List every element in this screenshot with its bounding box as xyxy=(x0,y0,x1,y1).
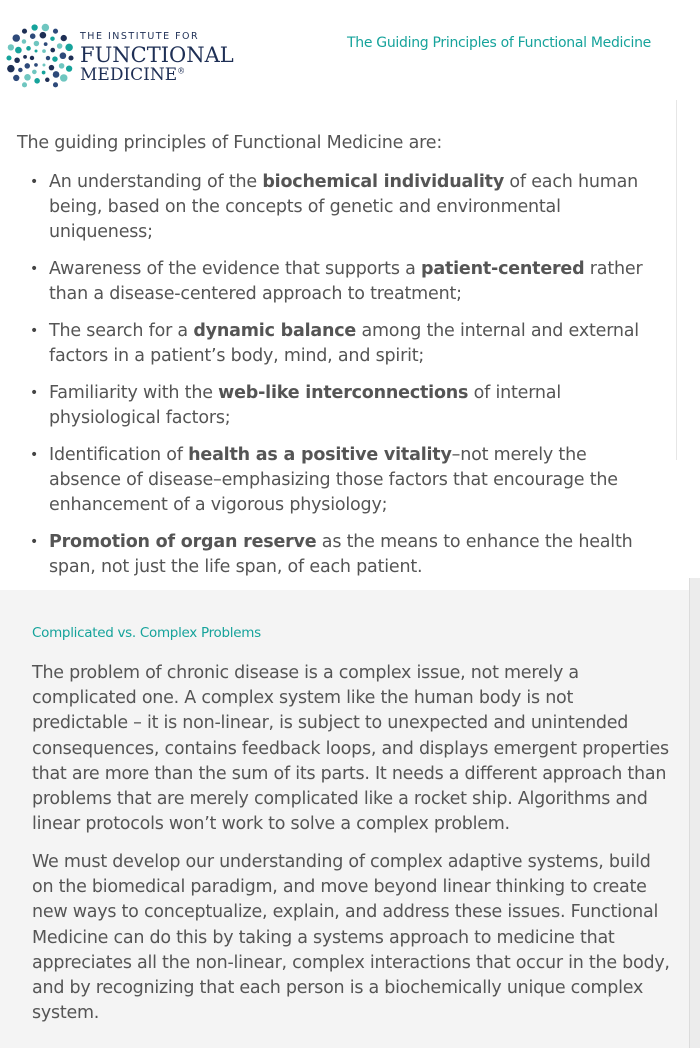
principle-item xyxy=(30,319,660,369)
principle-text-pre: Identification of xyxy=(49,445,189,465)
logo-dot xyxy=(53,29,58,34)
registered-mark: ® xyxy=(177,65,186,75)
section-paragraph-2: We must develop our understanding of complex adaptive systems, build on the biomedical paradigm, and move beyond linear thinking to create new ways to conceptualize, explain, and address these issues. Functional Medicine can do this by taking a systems approach to medicine that appreciates all the non-linear, complex interactions that occur in the body, and by recognizing that each person is a biochemically unique complex system. xyxy=(32,852,670,1024)
principle-item xyxy=(30,170,660,245)
logo-dot xyxy=(13,34,20,41)
logo-dot xyxy=(40,32,47,39)
logo-dot xyxy=(32,70,37,75)
logo-dot xyxy=(57,43,63,49)
principle-text-pre: An understanding of the xyxy=(49,172,263,192)
logo-dot xyxy=(34,78,40,84)
bullet-icon: • xyxy=(30,323,39,339)
logo-dot xyxy=(22,82,27,87)
logo-dot xyxy=(68,55,73,60)
principle-text-post: among the internal and external factors in a patient’s body, mind, and spirit; xyxy=(49,321,639,366)
principle-emphasis: dynamic balance xyxy=(193,321,357,341)
principle-text-post: of each human being, based on the concepts of genetic and environmental uniqueness; xyxy=(49,172,639,242)
intro-text: The guiding principles of Functional Medicine are: xyxy=(17,133,443,153)
logo-dot xyxy=(34,41,40,47)
bullet-icon: • xyxy=(30,385,39,401)
logo-line-3-text: MEDICINE xyxy=(80,64,178,85)
logo-dot xyxy=(44,42,48,46)
logo-dot xyxy=(45,78,50,83)
logo-dot xyxy=(23,55,27,59)
bullet-icon: • xyxy=(30,261,39,277)
logo-dot xyxy=(25,63,31,69)
logo-line-1: THE INSTITUTE FOR xyxy=(80,31,200,42)
bullet-icon: • xyxy=(30,174,39,190)
logo-dot xyxy=(53,71,60,78)
page-edge-divider xyxy=(676,100,677,460)
section-heading: Complicated vs. Complex Problems xyxy=(32,625,261,641)
logo-dot xyxy=(61,35,67,41)
logo-dot xyxy=(49,65,55,71)
logo-dot xyxy=(15,47,22,54)
principle-emphasis: health as a positive vitality xyxy=(188,445,452,465)
principle-text-pre: The search for a xyxy=(49,321,194,341)
principle-item xyxy=(30,530,660,580)
logo-dot xyxy=(60,74,67,81)
logo-dot xyxy=(18,68,23,73)
logo-dot xyxy=(31,24,37,30)
logo-dot xyxy=(14,57,20,63)
principle-item xyxy=(30,257,660,307)
logo-dot xyxy=(50,48,55,53)
logo-dot xyxy=(50,36,55,41)
institute-logo-wordmark xyxy=(80,32,234,84)
logo-dot xyxy=(30,56,34,60)
principle-emphasis: web-like interconnections xyxy=(218,383,469,403)
bullet-icon: • xyxy=(30,447,39,463)
logo-dot xyxy=(22,39,27,44)
principle-emphasis: biochemical individuality xyxy=(262,172,505,192)
principle-emphasis: patient-centered xyxy=(421,259,585,279)
logo-dot xyxy=(8,44,14,50)
logo-dot xyxy=(22,29,27,34)
logo-dot xyxy=(42,24,49,31)
logo-dot xyxy=(59,63,65,69)
institute-logo-mark-icon xyxy=(4,22,76,94)
section-paragraph-1: The problem of chronic disease is a complex issue, not merely a complicated one. A complex system like the human body is not predictable – it is non-linear, is subject to unexpected and unintended consequences, contains feedback loops, and displays emergent properties that are more than the sum of its parts. It needs a different approach than problems that are merely complicated like a rocket ship. Algorithms and linear protocols won’t work to solve a complex problem. xyxy=(32,663,669,835)
logo-dot xyxy=(46,56,50,60)
logo-dot xyxy=(13,75,19,81)
logo-dot xyxy=(7,65,14,72)
logo-dot xyxy=(42,71,46,75)
logo-dot xyxy=(65,44,72,51)
logo-dot xyxy=(52,56,58,62)
logo-dot xyxy=(35,50,38,53)
principle-text-pre: Familiarity with the xyxy=(49,383,219,403)
bullet-icon: • xyxy=(30,534,39,550)
principle-item xyxy=(30,443,660,518)
principle-text-post: rather than a disease-centered approach to treatment; xyxy=(49,259,643,304)
logo-dot xyxy=(24,74,31,81)
principle-item xyxy=(30,381,660,431)
principle-text-post: as the means to enhance the health span, not just the life span, of each patient. xyxy=(49,532,633,577)
logo-dot xyxy=(42,63,45,66)
logo-dot xyxy=(60,52,67,59)
logo-dot xyxy=(34,63,38,67)
logo-dot xyxy=(53,82,58,87)
principles-list xyxy=(30,170,660,592)
logo-dot xyxy=(26,46,31,51)
page-bottom-edge xyxy=(690,578,700,1048)
logo-dot xyxy=(66,65,72,71)
principle-text-post: of internal physiological factors; xyxy=(49,383,561,428)
principle-text-pre: Awareness of the evidence that supports a xyxy=(49,259,422,279)
logo-line-3 xyxy=(80,64,234,85)
logo-dot xyxy=(6,55,11,60)
logo-dot xyxy=(42,49,46,53)
principle-text-post: –not merely the absence of disease–emphasizing those factors that encourage the enhancement of a vigorous physiology; xyxy=(49,445,618,515)
logo-line-2: FUNCTIONAL xyxy=(80,42,234,67)
running-title: The Guiding Principles of Functional Medicine xyxy=(347,35,651,51)
principle-emphasis: Promotion of organ reserve xyxy=(49,532,317,552)
logo-dot xyxy=(30,33,36,39)
